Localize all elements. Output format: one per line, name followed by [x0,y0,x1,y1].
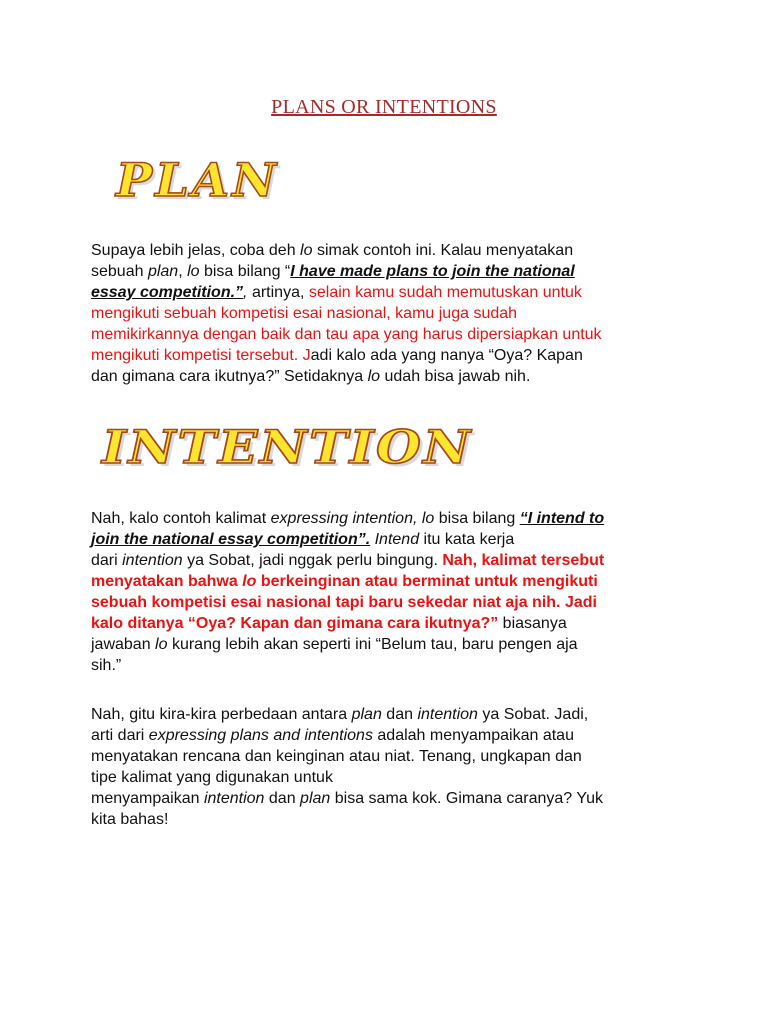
text-line: sebuah kompetisi esai nasional tapi baru sekedar niat aja nih. Jadi [91,594,597,611]
text-line: dan gimana cara ikutnya?” Setidaknya lo udah bisa jawab nih. [91,368,531,385]
text-line: Nah, kalo contoh kalimat expressing intention, lo bisa bilang “I intend to [91,510,605,527]
intention-example-sentence: join the national essay competition”. [91,531,371,548]
text-line: menyatakan rencana dan keinginan atau niat. Tenang, ungkapan dan [91,748,582,765]
text-line: memikirkannya dengan baik dan tau apa yang harus dipersiapkan untuk [91,326,602,343]
text-line: mengikuti kompetisi tersebut. Jadi kalo ada yang nanya “Oya? Kapan [91,347,583,364]
text-line: Nah, gitu kira-kira perbedaan antara plan dan intention ya Sobat. Jadi, [91,706,589,723]
text-line: kita bahas! [91,811,169,828]
paragraph-summary [91,704,691,830]
text-line: menyampaikan intention dan plan bisa sama kok. Gimana caranya? Yuk [91,790,604,807]
text-line: tipe kalimat yang digunakan untuk [91,769,333,786]
plan-example-sentence: I have made plans to join the national [290,263,575,280]
paragraph-plan-example [91,240,691,387]
text-line: menyatakan bahwa lo berkeinginan atau berminat untuk mengikuti [91,573,598,590]
paragraph-intention-example [91,508,691,676]
text-line: sebuah plan, lo bisa bilang “I have made plans to join the national [91,263,575,280]
text-line: sih.” [91,657,122,674]
text-line: mengikuti sebuah kompetisi esai nasional, kamu juga sudah [91,305,518,322]
text-line: join the national essay competition”. Intend itu kata kerja [91,531,515,548]
text-line: kalo ditanya “Oya? Kapan dan gimana cara ikutnya?” biasanya [91,615,567,632]
intention-wordart: INTENTION [102,420,473,474]
text-line: jawaban lo kurang lebih akan seperti ini “Belum tau, baru pengen aja [91,636,578,653]
document-title: PLANS OR INTENTIONS [271,96,497,118]
text-line: Supaya lebih jelas, coba deh lo simak contoh ini. Kalau menyatakan [91,242,574,259]
text-line: arti dari expressing plans and intentions adalah menyampaikan atau [91,727,574,744]
text-line: dari intention ya Sobat, jadi nggak perlu bingung. Nah, kalimat tersebut [91,552,605,569]
plan-wordart: PLAN [116,154,279,208]
text-line: essay competition.”, artinya, selain kamu sudah memutuskan untuk [91,284,582,301]
